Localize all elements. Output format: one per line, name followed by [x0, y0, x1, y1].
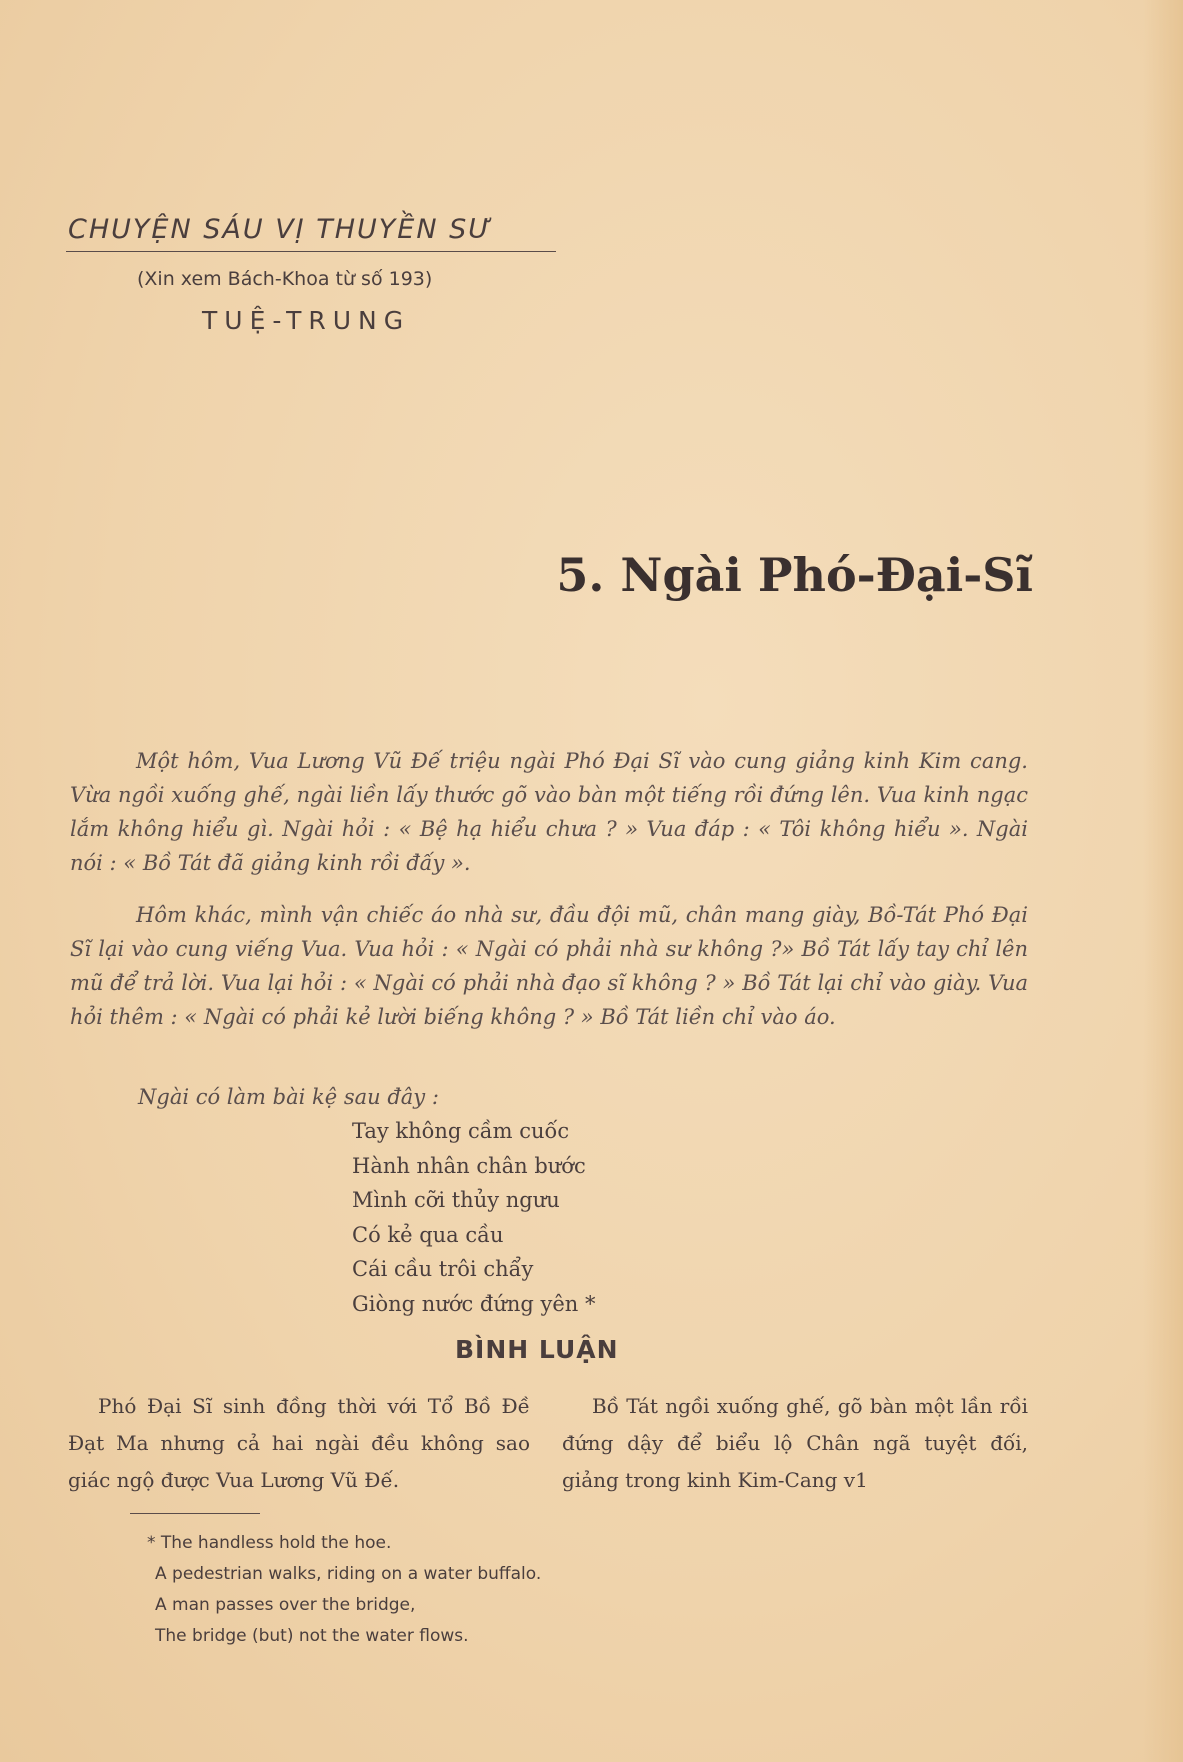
poem [352, 1114, 596, 1321]
poem-line: Cái cầu trôi chẩy [352, 1257, 534, 1281]
series-title: CHUYỆN SÁU VỊ THUYỀN SƯ [68, 214, 493, 245]
author-name: TUỆ-TRUNG [202, 306, 411, 335]
footnote-rule [130, 1513, 260, 1514]
section-heading: BÌNH LUẬN [455, 1335, 619, 1364]
poem-line: Mình cỡi thủy ngưu [352, 1188, 560, 1212]
chapter-title: 5. Ngài Phó-Đại-Sĩ [556, 548, 1033, 602]
footnote-line: The bridge (but) not the water flows. [155, 1626, 469, 1646]
story-paragraph-2: Hôm khác, mình vận chiếc áo nhà sư, đầu đội mũ, chân mang giày, Bồ-Tát Phó Đại Sĩ lại vào cung viếng Vua. Vua hỏi : « Ngài có phải nhà sư không ?» Bồ Tát lấy tay chỉ lên mũ để trả lời. Vua lại hỏi : « Ngài có phải nhà đạo sĩ không ? » Bồ Tát lại chỉ vào giày. Vua hỏi thêm : « Ngài có phải kẻ lười biếng không ? » Bồ Tát liền chỉ vào áo. [70, 903, 1028, 1029]
series-reference: (Xin xem Bách-Khoa từ số 193) [137, 268, 433, 290]
story-paragraph-1: Một hôm, Vua Lương Vũ Đế triệu ngài Phó Đại Sĩ vào cung giảng kinh Kim cang. Vừa ngồi xuống ghế, ngài liền lấy thước gõ vào bàn một tiếng rồi đứng lên. Vua kinh ngạc lắm không hiểu gì. Ngài hỏi : « Bệ hạ hiểu chưa ? » Vua đáp : « Tôi không hiểu ». Ngài nói : « Bồ Tát đã giảng kinh rồi đấy ». [70, 749, 1028, 875]
series-title-underline [66, 251, 556, 252]
poem-line: Giòng nước đứng yên * [352, 1291, 596, 1316]
commentary-right-column: Bồ Tát ngồi xuống ghế, gõ bàn một lần rồi đứng dậy để biểu lộ Chân ngã tuyệt đối, giảng trong kinh Kim-Cang v1 [562, 1394, 1028, 1492]
poem-line: Tay không cầm cuốc [352, 1119, 570, 1143]
commentary-left-column: Phó Đại Sĩ sinh đồng thời với Tổ Bồ Đề Đạt Ma nhưng cả hai ngài đều không sao giác ngộ được Vua Lương Vũ Đế. [68, 1394, 530, 1492]
poem-intro: Ngài có làm bài kệ sau đây : [138, 1085, 439, 1109]
footnote-line: * The handless hold the hoe. [147, 1533, 392, 1553]
page-edge-shadow [1143, 0, 1183, 1762]
poem-line: Có kẻ qua cầu [352, 1222, 504, 1247]
footnote [147, 1528, 542, 1652]
footnote-line: A man passes over the bridge, [155, 1595, 416, 1615]
poem-line: Hành nhân chân bước [352, 1153, 586, 1178]
footnote-line: A pedestrian walks, riding on a water buffalo. [155, 1564, 542, 1584]
